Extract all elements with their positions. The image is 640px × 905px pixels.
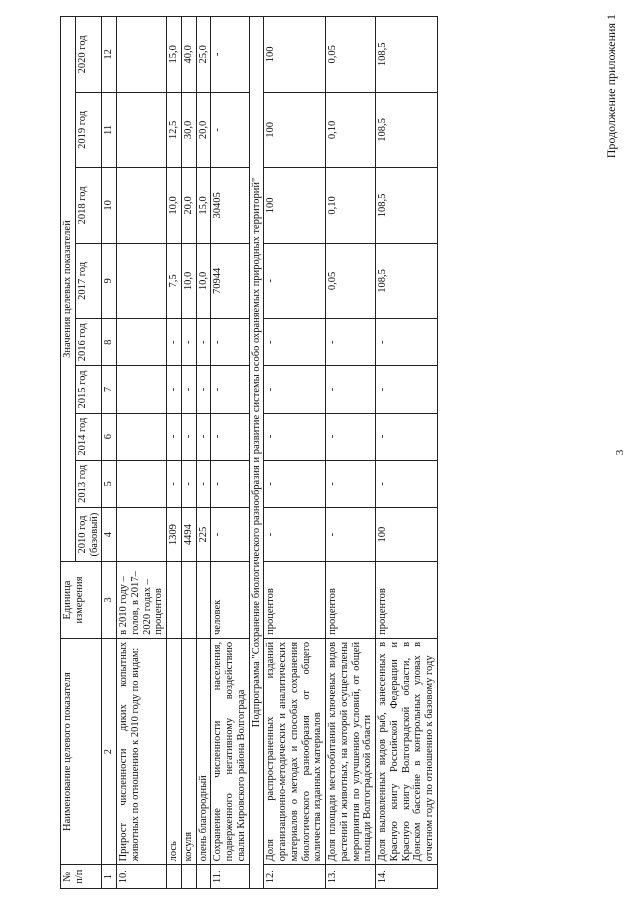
value-cell: -: [167, 319, 182, 366]
unit-of-measure: в 2010 году – голов, в 2017–2020 годах – процентов: [117, 562, 167, 639]
column-number-2: 2: [102, 638, 117, 865]
value-cell: -: [167, 413, 182, 460]
value-cell: -: [211, 366, 249, 413]
value-cell: 108,5: [376, 168, 438, 244]
value-cell: -: [264, 366, 326, 413]
continuation-label: Продолжение приложения 1: [604, 14, 618, 159]
unit-of-measure: [181, 562, 196, 639]
value-cell: -: [326, 413, 376, 460]
value-cell: -: [211, 460, 249, 507]
row-number: 13.: [326, 865, 376, 889]
value-cell: [117, 366, 167, 413]
column-number-9: 9: [102, 243, 117, 319]
header-column-numbers-row: [102, 17, 117, 889]
table-row: [264, 17, 326, 889]
row-number: 11.: [211, 865, 249, 889]
table-row: [117, 17, 167, 889]
value-cell: -: [196, 460, 211, 507]
value-cell: -: [181, 366, 196, 413]
value-cell: 15,0: [196, 168, 211, 244]
unit-of-measure: [196, 562, 211, 639]
value-cell: -: [211, 413, 249, 460]
value-cell: 15,0: [167, 17, 182, 93]
indicator-name: олень благородный: [196, 638, 211, 865]
value-cell: 100: [376, 507, 438, 561]
header-year-4: 2016 год: [75, 319, 102, 366]
value-cell: [117, 243, 167, 319]
value-cell: -: [264, 413, 326, 460]
value-cell: -: [376, 319, 438, 366]
value-cell: 0,10: [326, 168, 376, 244]
value-cell: [117, 168, 167, 244]
value-cell: 70944: [211, 243, 249, 319]
value-cell: -: [376, 413, 438, 460]
value-cell: 30405: [211, 168, 249, 244]
value-cell: 100: [264, 168, 326, 244]
header-year-3: 2015 год: [75, 366, 102, 413]
unit-of-measure: процентов: [376, 562, 438, 639]
value-cell: -: [196, 366, 211, 413]
row-number: 14.: [376, 865, 438, 889]
value-cell: -: [196, 319, 211, 366]
indicator-name: Доля площади местообитаний ключевых видов растений и животных, на которой осуществлены мероприятия по улучшению условий, от общей площади Волгоградской области: [326, 638, 376, 865]
row-number: 10.: [117, 865, 167, 889]
value-cell: -: [326, 507, 376, 561]
value-cell: 25,0: [196, 17, 211, 93]
header-year-5: 2017 год: [75, 243, 102, 319]
value-cell: 10,0: [196, 243, 211, 319]
unit-of-measure: процентов: [264, 562, 326, 639]
table-row: [376, 17, 438, 889]
value-cell: 1309: [167, 507, 182, 561]
value-cell: -: [167, 460, 182, 507]
table-row: [181, 17, 196, 889]
table-row: [196, 17, 211, 889]
header-name: Наименование целевого показателя: [61, 638, 102, 865]
page-number: 3: [614, 449, 626, 456]
value-cell: 20,0: [181, 168, 196, 244]
value-cell: [117, 413, 167, 460]
value-cell: -: [211, 319, 249, 366]
value-cell: -: [376, 366, 438, 413]
header-year-8: 2020 год: [75, 17, 102, 93]
column-number-7: 7: [102, 366, 117, 413]
value-cell: -: [196, 413, 211, 460]
header-unit: Единица измерения: [61, 562, 102, 639]
value-cell: -: [326, 319, 376, 366]
value-cell: 225: [196, 507, 211, 561]
header-year-6: 2018 год: [75, 168, 102, 244]
value-cell: -: [376, 460, 438, 507]
value-cell: [117, 17, 167, 93]
value-cell: 40,0: [181, 17, 196, 93]
column-number-6: 6: [102, 413, 117, 460]
value-cell: -: [181, 413, 196, 460]
row-number: [167, 865, 182, 889]
column-number-4: 4: [102, 507, 117, 561]
unit-of-measure: [167, 562, 182, 639]
value-cell: 100: [264, 17, 326, 93]
value-cell: -: [211, 17, 249, 93]
column-number-1: 1: [102, 865, 117, 889]
value-cell: 0,05: [326, 17, 376, 93]
value-cell: 108,5: [376, 17, 438, 93]
unit-of-measure: человек: [211, 562, 249, 639]
column-number-3: 3: [102, 562, 117, 639]
value-cell: 4494: [181, 507, 196, 561]
subprogram-row: [249, 17, 264, 889]
value-cell: 108,5: [376, 243, 438, 319]
header-num: № п/п: [61, 865, 102, 889]
indicator-table: [60, 16, 438, 889]
value-cell: 20,0: [196, 92, 211, 168]
column-number-10: 10: [102, 168, 117, 244]
header-year-7: 2019 год: [75, 92, 102, 168]
row-number: [196, 865, 211, 889]
indicator-name: Доля выловленных видов рыб, занесенных в Красную книгу Российской Федерации и Красную книгу Волгоградской области, в Донском бассейне в контрольных уловах в отчетном году по отношению к базовому году: [376, 638, 438, 865]
value-cell: -: [264, 319, 326, 366]
value-cell: -: [181, 319, 196, 366]
column-number-11: 11: [102, 92, 117, 168]
indicator-name: Доля распространенных изданий организационно-методических и аналитических материалов о методах и способах сохранения биологического разнообразия от общего количества изданных материалов: [264, 638, 326, 865]
subprogram-title: Подпрограмма "Сохранение биологического разнообразия и развитие системы особо охраняемых природных территорий": [249, 17, 264, 889]
value-cell: [117, 92, 167, 168]
indicator-name: косуля: [181, 638, 196, 865]
table-row: [326, 17, 376, 889]
column-number-5: 5: [102, 460, 117, 507]
header-year-0: 2010 год (базовый): [75, 507, 102, 561]
value-cell: [117, 319, 167, 366]
header-year-1: 2013 год: [75, 460, 102, 507]
value-cell: 30,0: [181, 92, 196, 168]
indicator-name: лось: [167, 638, 182, 865]
value-cell: 0,05: [326, 243, 376, 319]
value-cell: 100: [264, 92, 326, 168]
value-cell: -: [181, 460, 196, 507]
row-number: [181, 865, 196, 889]
value-cell: 12,5: [167, 92, 182, 168]
row-number: 12.: [264, 865, 326, 889]
value-cell: -: [264, 507, 326, 561]
value-cell: -: [211, 92, 249, 168]
column-number-12: 12: [102, 17, 117, 93]
value-cell: 7,5: [167, 243, 182, 319]
column-number-8: 8: [102, 319, 117, 366]
value-cell: -: [264, 460, 326, 507]
value-cell: -: [264, 243, 326, 319]
value-cell: 10,0: [181, 243, 196, 319]
value-cell: [117, 507, 167, 561]
value-cell: 0,10: [326, 92, 376, 168]
indicator-name: Сохранение численности населения, подверженного негативному воздействию свалки Кировского района Волгограда: [211, 638, 249, 865]
table-body: [117, 17, 438, 889]
table-row: [167, 17, 182, 889]
value-cell: 108,5: [376, 92, 438, 168]
value-cell: [117, 460, 167, 507]
value-cell: -: [167, 366, 182, 413]
unit-of-measure: процентов: [326, 562, 376, 639]
table-header: [61, 17, 117, 889]
value-cell: -: [211, 507, 249, 561]
value-cell: -: [326, 460, 376, 507]
header-year-2: 2014 год: [75, 413, 102, 460]
value-cell: -: [326, 366, 376, 413]
table-row: [211, 17, 249, 889]
header-values-group: Значения целевых показателей: [61, 17, 76, 562]
indicator-name: Прирост численности диких копытных животных по отношению к 2010 году по видам:: [117, 638, 167, 865]
value-cell: 10,0: [167, 168, 182, 244]
